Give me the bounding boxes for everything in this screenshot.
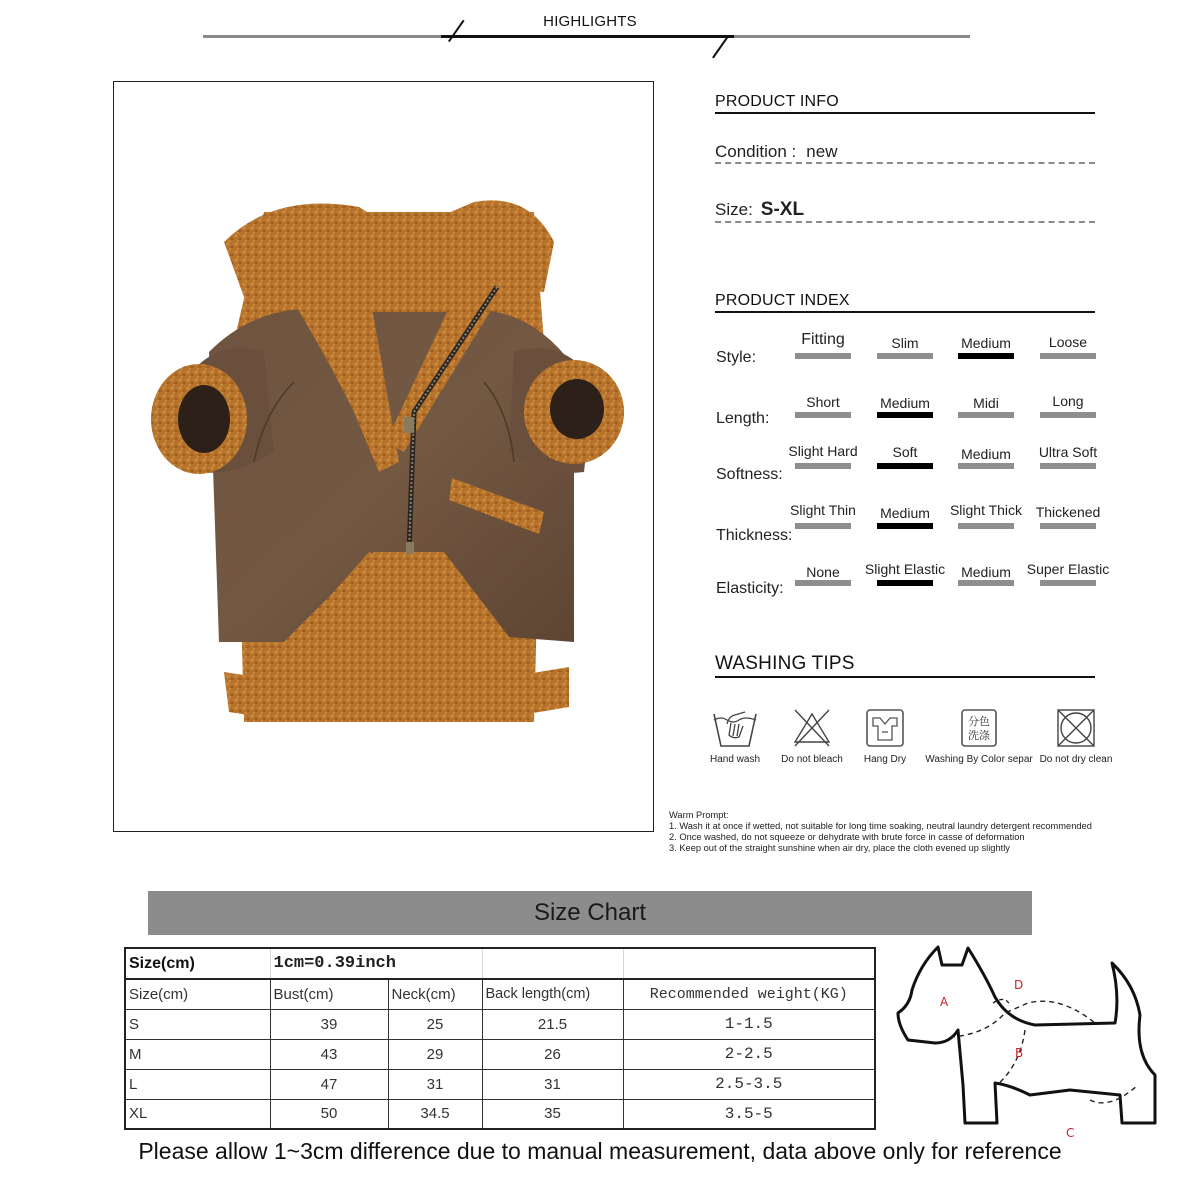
table-cell: 35	[482, 1099, 623, 1129]
index-option-selected: Soft	[877, 437, 933, 477]
measure-label-a: A	[940, 995, 949, 1009]
index-option: Fitting	[795, 325, 851, 365]
index-option-selected: Slight Elastic	[877, 553, 933, 593]
index-option: Loose	[1040, 325, 1096, 365]
table-cell	[623, 948, 875, 979]
table-row	[125, 1069, 875, 1099]
header-slash-left	[448, 20, 465, 42]
header-slash-right	[712, 36, 729, 58]
index-option-selected: Medium	[958, 325, 1014, 365]
warm-prompt-line: 2. Once washed, do not squeeze or dehydrate with brute force in casse of deformation	[669, 832, 1025, 842]
wash-tip-no-dry-clean	[1021, 708, 1131, 765]
index-row-softness	[716, 437, 1116, 483]
condition-value: new	[806, 142, 838, 161]
table-cell: 43	[270, 1039, 388, 1069]
size-chart-table	[124, 947, 876, 1130]
wash-tip-label: Do not bleach	[781, 754, 843, 765]
color-separate-icon	[960, 708, 998, 748]
index-option: Long	[1040, 385, 1096, 425]
index-option: Medium	[958, 553, 1014, 593]
hand-wash-icon	[711, 708, 759, 748]
index-option: Medium	[958, 437, 1014, 477]
table-cell: S	[125, 1009, 270, 1039]
index-label: Thickness:	[716, 527, 793, 544]
index-option: Short	[795, 385, 851, 425]
header-black-rule	[441, 35, 734, 38]
table-header: Bust(cm)	[270, 979, 388, 1009]
highlights-title: HIGHLIGHTS	[543, 13, 637, 30]
table-cell: L	[125, 1069, 270, 1099]
index-option: Slight Hard	[795, 437, 851, 477]
index-option: Super Elastic	[1040, 553, 1096, 593]
table-cell: 39	[270, 1009, 388, 1039]
svg-text:分色: 分色	[968, 715, 990, 728]
table-header: Neck(cm)	[388, 979, 482, 1009]
index-row-thickness	[716, 498, 1116, 544]
table-cell: XL	[125, 1099, 270, 1129]
condition-label: Condition :	[715, 142, 797, 161]
condition-row	[715, 142, 1095, 164]
index-label: Elasticity:	[716, 580, 784, 597]
table-cell: Size(cm)	[125, 948, 270, 979]
measure-label-d: D	[1014, 978, 1024, 992]
table-cell: 21.5	[482, 1009, 623, 1039]
table-cell: 29	[388, 1039, 482, 1069]
index-label: Length:	[716, 410, 770, 427]
index-row-style	[716, 325, 1116, 365]
table-cell: 47	[270, 1069, 388, 1099]
table-cell: 1cm=0.39inch	[270, 948, 482, 979]
index-option-selected: Medium	[877, 385, 933, 425]
index-option: Thickened	[1040, 498, 1096, 538]
product-index-title: PRODUCT INDEX	[715, 292, 1095, 313]
product-photo	[113, 81, 654, 832]
dog-measurement-diagram	[890, 935, 1170, 1145]
index-label: Style:	[716, 349, 757, 366]
wash-tip-label: Hand wash	[709, 754, 761, 765]
index-option: Midi	[958, 385, 1014, 425]
table-unit-row	[125, 948, 875, 979]
hang-dry-icon	[865, 708, 905, 748]
measure-label-b: B	[1015, 1046, 1024, 1060]
warm-prompt-line: 1. Wash it at once if wetted, not suitable for long time soaking, neutral laundry detergent recommended	[669, 821, 1092, 831]
table-row	[125, 1039, 875, 1069]
size-row	[715, 199, 1095, 223]
table-header: Size(cm)	[125, 979, 270, 1009]
index-option: Slight Thick	[958, 498, 1014, 538]
table-cell: 26	[482, 1039, 623, 1069]
table-cell: 2.5-3.5	[623, 1069, 875, 1099]
wash-tip-label: Washing By Color separ	[925, 754, 1033, 765]
table-header: Back length(cm)	[482, 979, 623, 1009]
index-option: None	[795, 553, 851, 593]
warm-prompt	[669, 810, 1092, 854]
table-cell: 25	[388, 1009, 482, 1039]
table-cell: 1-1.5	[623, 1009, 875, 1039]
table-cell: 3.5-5	[623, 1099, 875, 1129]
index-option: Slim	[877, 325, 933, 365]
product-info-title: PRODUCT INFO	[715, 93, 1095, 114]
table-header: Recommended weight(KG)	[623, 979, 875, 1009]
index-row-elasticity	[716, 553, 1116, 597]
table-row	[125, 1099, 875, 1129]
index-option: Ultra Soft	[1040, 437, 1096, 477]
wash-tip-label: Hang Dry	[863, 754, 907, 765]
wash-tip-color-separate	[924, 708, 1034, 765]
size-value: S-XL	[760, 199, 805, 220]
warm-prompt-title: Warm Prompt:	[669, 810, 729, 820]
table-cell: M	[125, 1039, 270, 1069]
svg-text:洗涤: 洗涤	[968, 729, 990, 742]
table-row	[125, 1009, 875, 1039]
no-bleach-icon	[791, 708, 833, 748]
warm-prompt-line: 3. Keep out of the straight sunshine when air dry, place the cloth evened up slightly	[669, 843, 1010, 853]
washing-tips-title: WASHING TIPS	[715, 653, 1095, 678]
measure-label-c: C	[1066, 1126, 1075, 1140]
table-cell: 2-2.5	[623, 1039, 875, 1069]
index-option: Slight Thin	[795, 498, 851, 538]
size-label: Size:	[715, 200, 753, 219]
size-chart-banner: Size Chart	[148, 891, 1032, 935]
table-cell: 31	[388, 1069, 482, 1099]
table-cell	[482, 948, 623, 979]
table-header-row	[125, 979, 875, 1009]
wash-tip-label: Do not dry clean	[1039, 754, 1113, 765]
no-dry-clean-icon	[1055, 708, 1097, 748]
table-cell: 34.5	[388, 1099, 482, 1129]
index-option-selected: Medium	[877, 498, 933, 538]
index-row-length	[716, 385, 1116, 425]
measurement-note: Please allow 1~3cm difference due to manual measurement, data above only for reference	[138, 1138, 1062, 1164]
table-cell: 31	[482, 1069, 623, 1099]
dog-jacket-illustration	[114, 82, 655, 833]
index-label: Softness:	[716, 466, 783, 483]
table-cell: 50	[270, 1099, 388, 1129]
